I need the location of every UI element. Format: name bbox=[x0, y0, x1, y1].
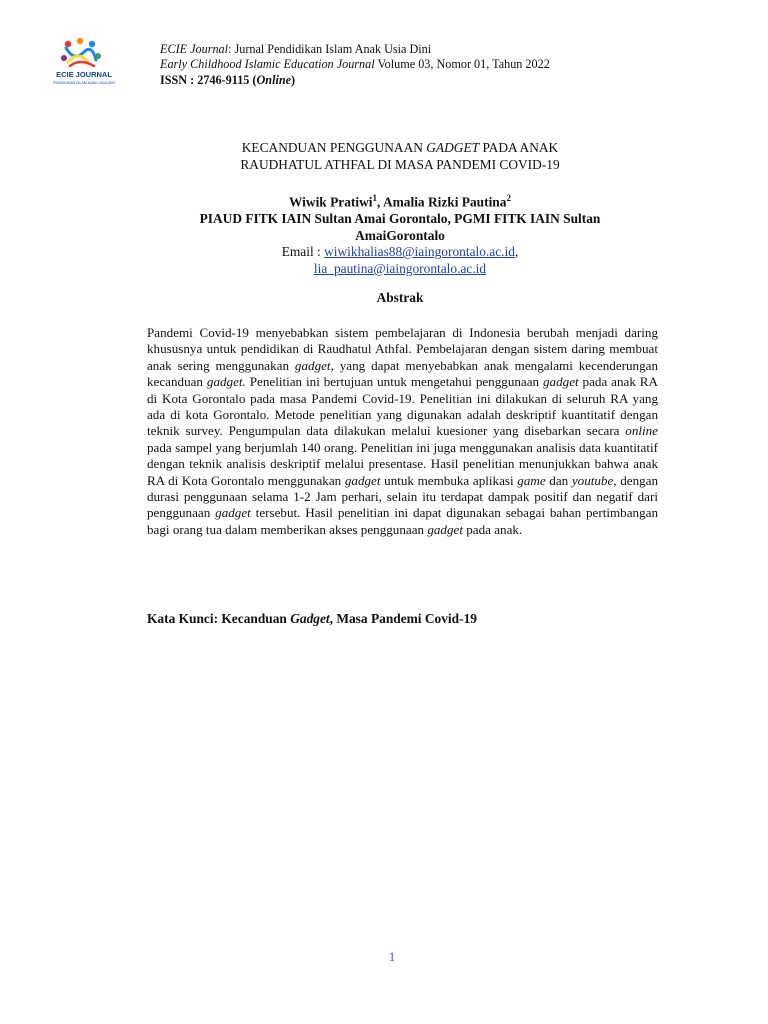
abstract-italic: gadget bbox=[543, 374, 579, 390]
abstract-italic: gadget bbox=[427, 521, 463, 537]
journal-logo-graphic bbox=[44, 36, 124, 90]
abstract-text: tersebut. Hasil penelitian ini dapat digunakan sebagai bahan pertimbangan bagi orang tua dalam memberikan akses penggunaan bbox=[147, 505, 658, 537]
journal-english-name: Early Childhood Islamic Education Journal bbox=[160, 57, 375, 72]
email-line-2 bbox=[100, 261, 700, 278]
abstract-italic: game bbox=[517, 472, 546, 488]
abstract-text: pada anak. bbox=[462, 521, 523, 537]
abstract-text: pada sampel yang berjumlah 140 orang. Penelitian ini juga menggunakan analisis data kuantitatif dengan teknik analisis deskriptif melalui presentase. Hasil penelitian menunjukkan bahwa anak RA di Kota Gorontalo menggunakan bbox=[147, 439, 658, 488]
page-number: 1 bbox=[388, 949, 396, 964]
issn-prefix: ISSN : 2746-9115 ( bbox=[160, 72, 257, 87]
title-line-2: RAUDHATUL ATHFAL DI MASA PANDEMI COVID-19 bbox=[240, 156, 560, 172]
issn-suffix: ) bbox=[291, 72, 296, 87]
email-line bbox=[100, 244, 700, 261]
title-line-1 bbox=[100, 140, 700, 157]
issn-online: Online bbox=[256, 72, 292, 87]
abstract-text: untuk membuka aplikasi bbox=[380, 472, 518, 488]
keywords-italic: Gadget bbox=[290, 611, 330, 626]
email-link-2[interactable]: lia_pautina@iaingorontalo.ac.id bbox=[313, 260, 487, 276]
affiliation-line-1: PIAUD FITK IAIN Sultan Amai Gorontalo, PGMI FITK IAIN Sultan bbox=[199, 211, 601, 227]
abstract-text: , dengan durasi penggunaan selama 1-2 Jam perhari, selain itu terdapat dampak positif dan negatif dari penggunaan bbox=[147, 472, 659, 521]
abstract-italic: gadget bbox=[215, 505, 251, 521]
author-names bbox=[100, 190, 700, 211]
keywords-text: Kata Kunci: Kecanduan bbox=[147, 611, 291, 626]
abstract-heading: Abstrak bbox=[376, 290, 424, 305]
abstract-italic: gadget bbox=[344, 472, 381, 488]
author-2: Amalia Rizki Pautina bbox=[382, 194, 507, 210]
title-part: KECANDUAN PENGGUNAAN bbox=[241, 140, 427, 155]
abstract-text: dan bbox=[545, 472, 572, 488]
author-1-sup: 1 bbox=[372, 193, 377, 203]
logo-subtext: PENDIDIKAN ISLAM ANAK USIA DINI bbox=[53, 81, 115, 85]
journal-logo bbox=[44, 36, 124, 90]
affiliation-line-2: AmaiGorontalo bbox=[355, 227, 445, 243]
journal-header bbox=[160, 42, 550, 88]
abstract-body bbox=[147, 325, 658, 538]
author-1: Wiwik Pratiwi bbox=[289, 194, 373, 210]
abstract-italic: youtube bbox=[571, 472, 614, 488]
journal-name-line bbox=[160, 42, 550, 57]
abstract-text: Pandemi Covid-19 menyebabkan sistem pembelajaran di Indonesia berubah menjadi daring khususnya untuk pendidikan di Raudhatul Athfal. Pembelajaran dengan sistem daring membuat anak sering menggunakan bbox=[147, 325, 658, 373]
keywords bbox=[147, 611, 477, 627]
title-part: PADA ANAK bbox=[479, 140, 559, 155]
journal-volume-line bbox=[160, 57, 550, 72]
journal-name: ECIE Journal bbox=[160, 42, 229, 56]
email-label: Email : bbox=[281, 244, 325, 260]
abstract-text: pada anak RA di Kota Gorontalo pada masa Pandemi Covid-19. Penelitian ini dilakukan di seluruh RA yang ada di kota Gorontalo. Metode penelitian yang digunakan adalah deskriptif kuantitatif dengan teknik survey. Pengumpulan data dilakukan melalui kuesioner yang disebarkan secara bbox=[147, 374, 658, 439]
email-comma: , bbox=[514, 244, 519, 260]
journal-issn-line bbox=[160, 73, 550, 88]
abstract-italic: gadget bbox=[294, 357, 331, 373]
journal-subtitle: : Jurnal Pendidikan Islam Anak Usia Dini bbox=[228, 42, 432, 56]
abstract-text: Penelitian ini bertujuan untuk mengetahui penggunaan bbox=[245, 374, 543, 390]
author-separator: , bbox=[376, 194, 383, 210]
keywords-text: , Masa Pandemi Covid-19 bbox=[329, 611, 477, 626]
authors-block bbox=[100, 190, 700, 277]
logo-text: ECIE JOURNAL bbox=[56, 70, 112, 79]
author-2-sup: 2 bbox=[506, 193, 511, 203]
abstract-italic: online bbox=[625, 423, 658, 439]
abstract-text: , yang dapat menyebabkan anak mengalami kecenderungan kecanduan bbox=[147, 357, 658, 390]
email-link-1[interactable]: wiwikhalias88@iaingorontalo.ac.id bbox=[324, 244, 515, 260]
abstract-italic: gadget. bbox=[206, 374, 246, 390]
journal-volume: Volume 03, Nomor 01, Tahun 2022 bbox=[374, 57, 550, 72]
paper-title bbox=[100, 140, 700, 173]
title-italic: GADGET bbox=[426, 140, 480, 155]
